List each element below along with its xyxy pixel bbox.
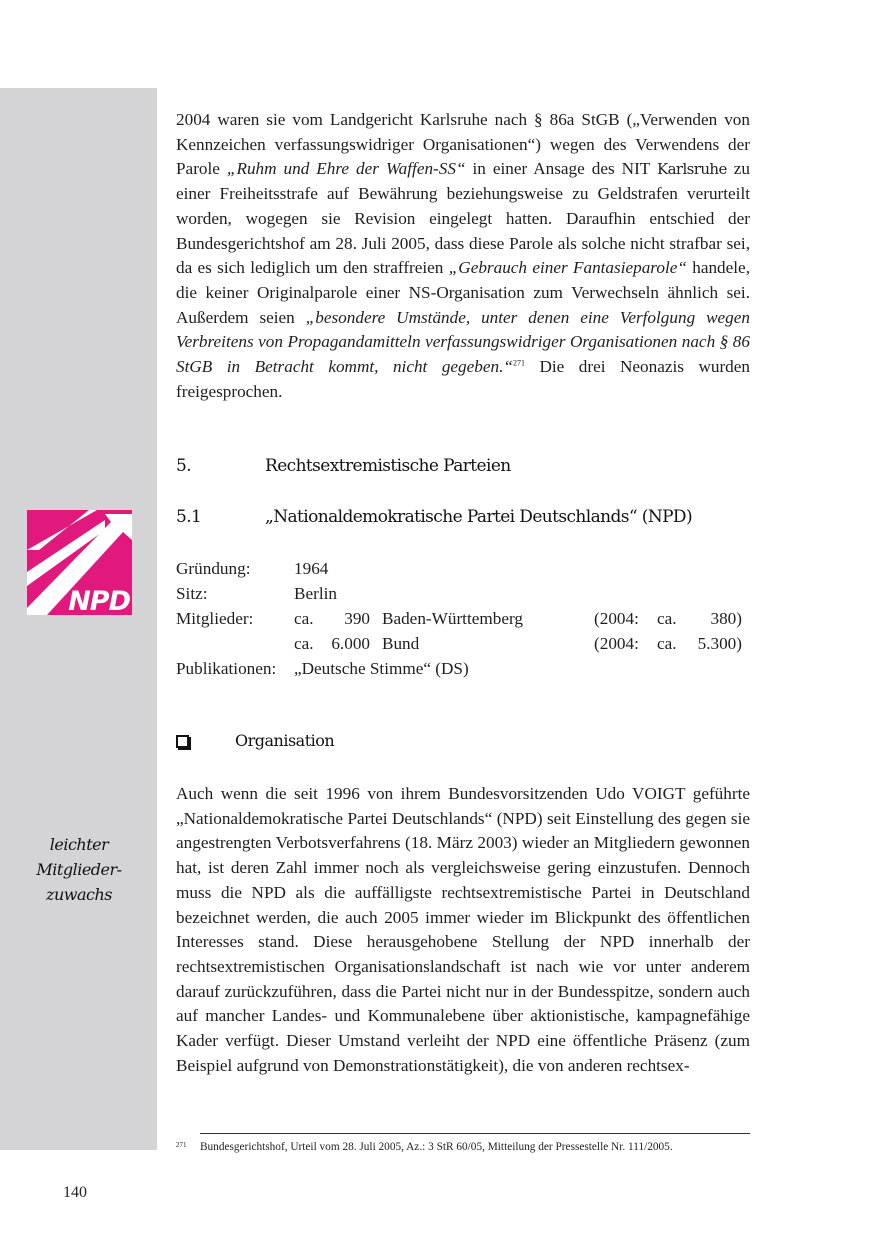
text-run: 2004 waren sie vom Landgericht Karlsruhe nach § 86a StGB („Verwenden von Kennzeichen verfassungswidriger Organisationen“) wegen des Verwendens der Parole	[176, 110, 750, 179]
text-run: in einer Ansage des NIT	[465, 159, 657, 179]
italic-quote: „Ruhm und Ehre der Waffen-SS“	[226, 159, 466, 179]
members-prev-year: (2004:	[594, 609, 639, 628]
logo-text: NPD	[68, 586, 130, 615]
top-text-block	[176, 108, 750, 404]
italic-quote: „besondere Umstände, unter denen eine Verfolgung wegen Verbreitens von Propagandamitteln verfassungswidriger Organisationen nach § 86 StGB in Betracht kommt, nicht gegeben.“	[176, 307, 750, 377]
members-count: 6.000	[331, 634, 370, 653]
members-count: 390	[344, 609, 370, 628]
info-row-mitglieder-bund	[176, 631, 756, 656]
italic-quote: „Gebrauch einer Fantasieparole“	[448, 258, 687, 278]
info-label: Gründung:	[176, 559, 251, 578]
members-prev-ca: ca.	[657, 634, 677, 653]
subsection-heading	[176, 507, 692, 527]
organisation-heading-label: Organisation	[235, 731, 335, 750]
organisation-paragraph: Auch wenn die seit 1996 von ihrem Bundesvorsitzenden Udo VOIGT geführte „Nationaldemokratische Partei Deutschlands“ (NPD) seit Einstellung des gegen sie angestrengten Verbotsverfahrens (18. März 2003) wieder an Mitgliedern gewonnen hat, ist deren Zahl immer noch als vergleichsweise gering einzustufen. Dennoch muss die NPD als die auffälligste rechtsextremistische Partei in Deutschland bezeichnet werden, die auch 2005 immer wieder im Blickpunkt des öffentlichen Interesses stand. Diese herausgehobene Stellung der NPD innerhalb der rechtsextremistischen Organisationslandschaft ist nach wie vor unter anderem darauf zurückzuführen, dass die Partei nicht nur in der Bundesspitze, sondern auch auf mancher Landes- und Kommunalebene über aktionistische, kampagnefähige Kader verfügt. Dieser Umstand verleiht der NPD eine öffentliche Präsenz (zum Beispiel aufgrund von Demonstrationstätigkeit), die von anderen rechtsex-	[176, 784, 750, 1075]
footnote-divider	[200, 1133, 750, 1134]
place-name: Karlsruhe	[656, 160, 727, 179]
info-label: Publikationen:	[176, 659, 277, 678]
section-title: Rechtsextremistische Parteien	[265, 456, 511, 476]
info-row-gruendung	[176, 556, 756, 581]
margin-note-line: zuwachs	[46, 885, 112, 904]
margin-note-line: Mitglieder-	[36, 860, 122, 879]
party-info-table	[176, 556, 756, 681]
info-row-publikationen	[176, 656, 756, 681]
members-prev-ca: ca.	[657, 609, 677, 628]
info-label: Sitz:	[176, 584, 208, 603]
text-run: zu einer Freiheitsstrafe auf Bewährung beziehungsweise zu Geldstrafen verurteilt worden, wogegen sie Revision eingelegt hatten. Daraufhin entschied der Bundesgerichtshof am 28. Juli 2005, dass diese Parole als solche nicht strafbar sei, da es sich lediglich um den straffreien	[176, 159, 750, 278]
section-number: 5.	[176, 456, 192, 476]
footnote-ref[interactable]: 271	[512, 358, 525, 368]
organisation-text-block	[176, 782, 750, 1078]
info-row-sitz	[176, 581, 756, 606]
members-prev-count: 380)	[710, 609, 742, 628]
info-value: „Deutsche Stimme“ (DS)	[294, 659, 469, 678]
checkbox-icon	[176, 735, 189, 748]
text-run: Die drei Neonazis wurden freigesprochen.	[176, 357, 750, 401]
members-ca: ca.	[294, 634, 314, 653]
margin-note-line: leichter	[49, 835, 109, 854]
npd-logo	[27, 510, 132, 615]
members-prev-count: 5.300)	[697, 634, 742, 653]
info-row-mitglieder	[176, 606, 756, 631]
members-prev-year: (2004:	[594, 634, 639, 653]
margin-note	[10, 832, 148, 907]
section-heading	[176, 456, 511, 476]
text-run: handele, die keiner Originalparole einer NS-Organisation zum Verwechseln ähnlich sei. Außerdem seien	[176, 258, 750, 327]
members-region: Baden-Württemberg	[382, 609, 523, 628]
info-label: Mitglieder:	[176, 609, 254, 628]
footnote-text: Bundesgerichtshof, Urteil vom 28. Juli 2005, Az.: 3 StR 60/05, Mitteilung der Pressestelle Nr. 111/2005.	[200, 1141, 673, 1153]
page-number: 140	[63, 1184, 87, 1201]
footnote-number: 271	[176, 1141, 187, 1149]
members-region: Bund	[382, 634, 420, 653]
members-ca: ca.	[294, 609, 314, 628]
margin-sidebar	[0, 88, 157, 1150]
subsection-title: „Nationaldemokratische Partei Deutschlands“ (NPD)	[265, 507, 692, 527]
info-value: Berlin	[294, 584, 337, 603]
subsection-number: 5.1	[176, 507, 202, 527]
top-paragraph	[176, 108, 750, 404]
info-value: 1964	[294, 559, 329, 578]
